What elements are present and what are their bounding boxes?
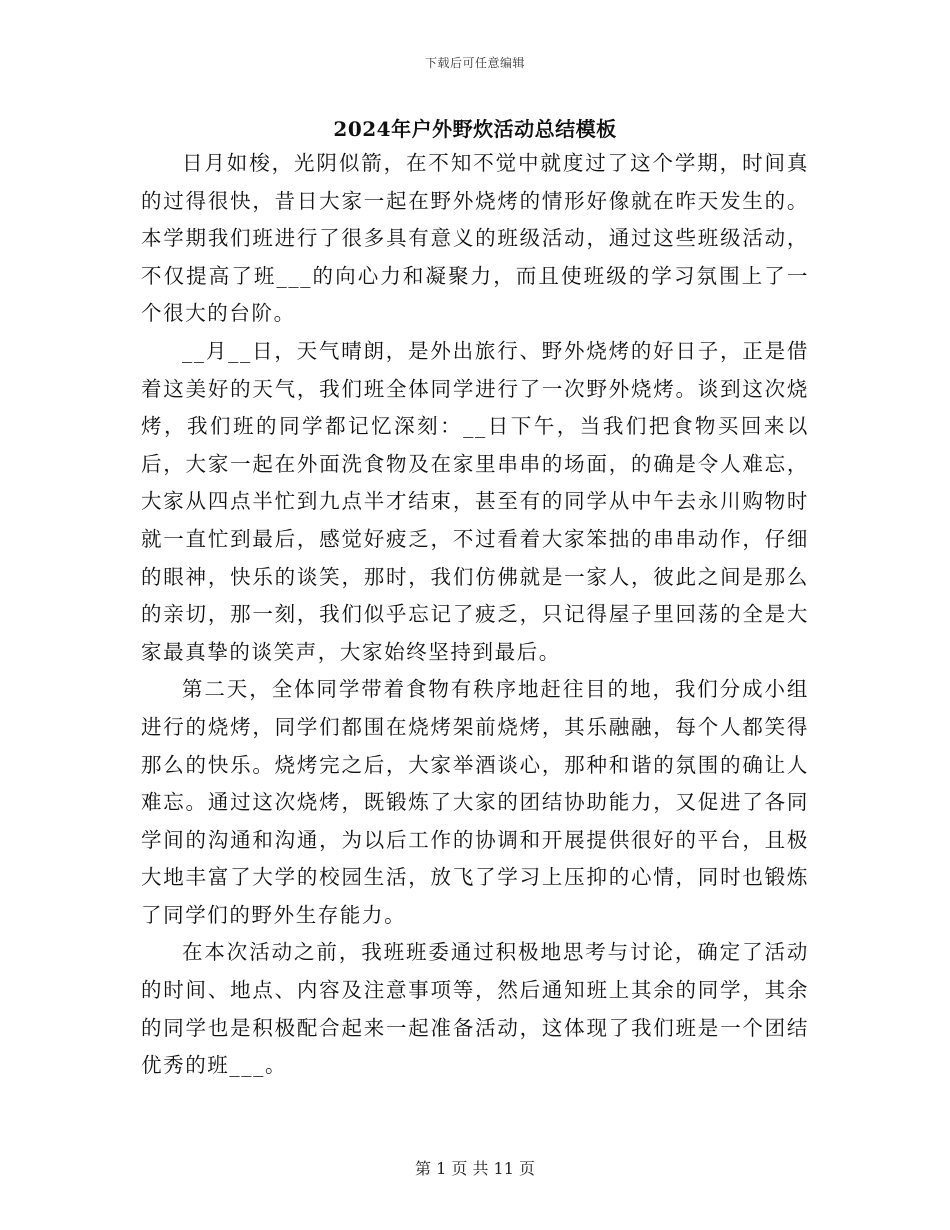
- body-paragraph: 第二天，全体同学带着食物有秩序地赶往目的地，我们分成小组进行的烧烤，同学们都围在烧烤架前烧烤，其乐融融，每个人都笑得那么的快乐。烧烤完之后，大家举酒谈心，那种和谐的氛围的确让人难忘。通过这次烧烤，既锻炼了大家的团结协助能力，又促进了各同学间的沟通和沟通，为以后工作的协调和开展提供很好的平台，且极大地丰富了大学的校园生活，放飞了学习上压抑的心情，同时也锻炼了同学们的野外生存能力。: [141, 677, 809, 927]
- body-paragraph: 在本次活动之前，我班班委通过积极地思考与讨论，确定了活动的时间、地点、内容及注意事项等，然后通知班上其余的同学，其余的同学也是积极配合起来一起准备活动，这体现了我们班是一个团结优秀的班___。: [141, 940, 809, 1078]
- document-title: 2024年户外野炊活动总结模板: [333, 117, 617, 141]
- document-body: [141, 145, 809, 1085]
- header-note: 下载后可任意编辑: [424, 56, 525, 70]
- body-paragraph: __月__日，天气晴朗，是外出旅行、野外烧烤的好日子，正是借着这美好的天气，我们班全体同学进行了一次野外烧烤。谈到这次烧烤，我们班的同学都记忆深刻：__日下午，当我们把食物买回来以后，大家一起在外面洗食物及在家里串串的场面，的确是令人难忘，大家从四点半忙到九点半才结束，甚至有的同学从中午去永川购物时就一直忙到最后，感觉好疲乏，不过看着大家笨拙的串串动作，仔细的眼神，快乐的谈笑，那时，我们仿佛就是一家人，彼此之间是那么的亲切，那一刻，我们似乎忘记了疲乏，只记得屋子里回荡的全是大家最真挚的谈笑声，大家始终坚持到最后。: [141, 338, 809, 664]
- page-number: 第 1 页 共 11 页: [415, 1159, 535, 1178]
- body-paragraph: 日月如梭，光阴似箭，在不知不觉中就度过了这个学期，时间真的过得很快，昔日大家一起在野外烧烤的情形好像就在昨天发生的。本学期我们班进行了很多具有意义的班级活动，通过这些班级活动，不仅提高了班___的向心力和凝聚力，而且使班级的学习氛围上了一个很大的台阶。: [141, 151, 809, 326]
